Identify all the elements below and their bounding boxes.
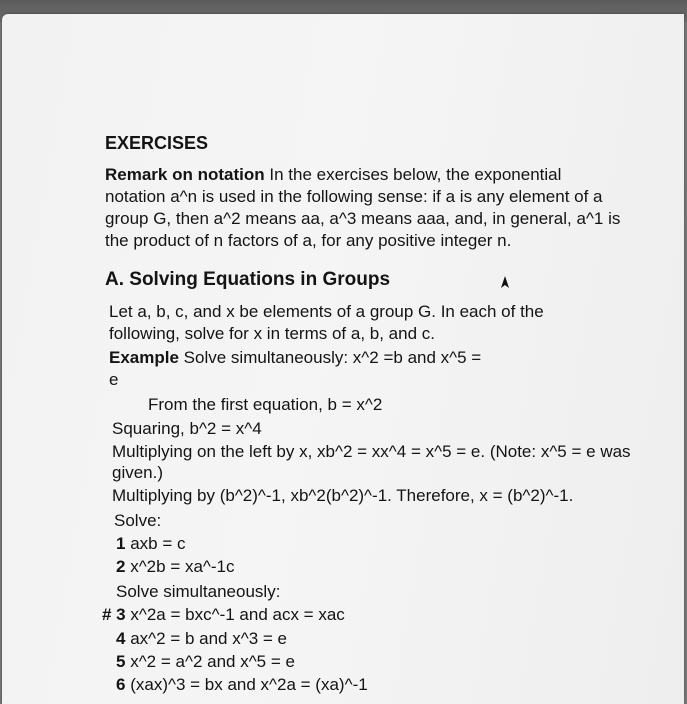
exercise-text: axb = c: [130, 534, 186, 553]
remark-line-2: notation a^n is used in the following sense: if a is any element of a: [105, 187, 603, 206]
example-step-1: From the first equation, b = x^2: [148, 395, 383, 414]
example-label: Example: [109, 348, 179, 367]
exercise-5: [116, 652, 295, 672]
exercise-number: 5: [116, 652, 126, 671]
page-sheet: [2, 14, 684, 704]
exercise-4: [116, 629, 287, 649]
remark-line-3: group G, then a^2 means aa, a^3 means aaa, and, in general, a^1 is: [105, 209, 621, 228]
exercise-number: 2: [116, 557, 126, 576]
exercise-2: [116, 557, 235, 577]
example-step-5: Multiplying by (b^2)^-1, xb^2(b^2)^-1. Therefore, x = (b^2)^-1.: [112, 486, 574, 505]
exercise-number: 6: [116, 675, 126, 694]
example-step-3: Multiplying on the left by x, xb^2 = xx^4 = x^5 = e. (Note: x^5 = e was: [112, 442, 631, 461]
page-content: [2, 14, 684, 704]
exercise-text: x^2 = a^2 and x^5 = e: [130, 652, 295, 671]
example-line: [109, 348, 481, 368]
remark-title: Remark on notation: [105, 165, 265, 184]
remark-line-1: [105, 165, 561, 185]
exercise-number: 4: [116, 629, 126, 648]
exercise-number: 1: [116, 534, 126, 553]
exercise-text: x^2b = xa^-1c: [130, 557, 235, 576]
exercise-number: # 3: [102, 605, 126, 624]
exercise-1: [116, 534, 186, 554]
simultaneous-label: Solve simultaneously:: [116, 582, 281, 601]
example-step-2: Squaring, b^2 = x^4: [112, 419, 262, 438]
exercise-6: [116, 675, 368, 695]
remark-line-4: the product of n factors of a, for any positive integer n.: [105, 231, 512, 250]
mouse-pointer-icon: [498, 275, 512, 289]
solve-label: Solve:: [114, 511, 162, 530]
exercises-heading: EXERCISES: [105, 133, 209, 153]
section-title: A. Solving Equations in Groups: [105, 269, 391, 290]
exercise-text: (xax)^3 = bx and x^2a = (xa)^-1: [130, 675, 368, 694]
exercise-text: x^2a = bxc^-1 and acx = xac: [130, 605, 345, 624]
exercise-text: ax^2 = b and x^3 = e: [130, 629, 287, 648]
example-continuation: e: [109, 370, 119, 389]
intro-line-1: Let a, b, c, and x be elements of a group G. In each of the: [109, 302, 544, 321]
intro-line-2: following, solve for x in terms of a, b, and c.: [109, 324, 435, 343]
example-text: Solve simultaneously: x^2 =b and x^5 =: [183, 348, 482, 367]
example-step-4: given.): [112, 463, 164, 482]
remark-text-1: In the exercises below, the exponential: [269, 165, 562, 184]
exercise-3: [102, 605, 345, 625]
